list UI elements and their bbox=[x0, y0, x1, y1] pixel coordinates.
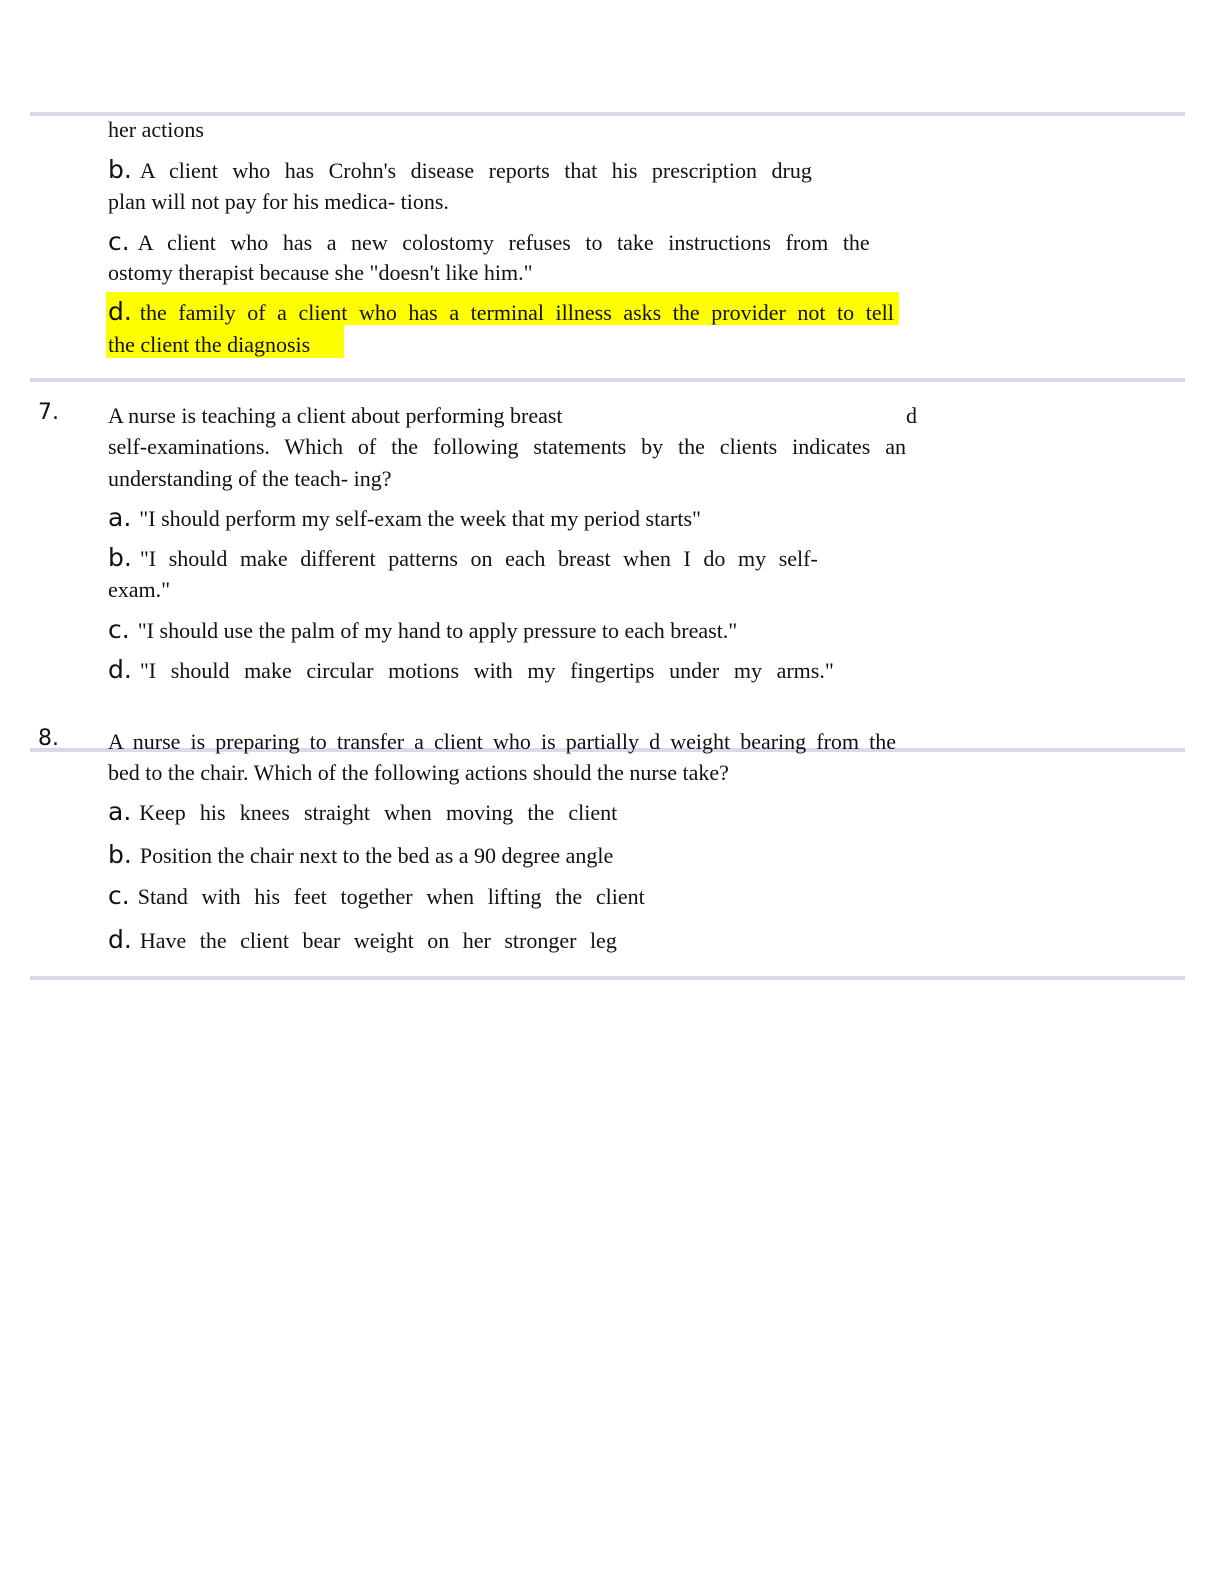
q7-option-d bbox=[108, 656, 834, 685]
option-letter: a. bbox=[108, 797, 132, 826]
option-text: "I should use the palm of my hand to apply pressure to each breast." bbox=[137, 618, 738, 643]
q7-option-c bbox=[108, 616, 737, 645]
option-text: the family of a client who has a terminal illness asks the provider not to tell bbox=[139, 300, 894, 325]
q7-option-a bbox=[108, 504, 701, 533]
option-letter: b. bbox=[108, 840, 132, 869]
option-text: ostomy therapist because she "doesn't like him." bbox=[108, 260, 533, 285]
option-letter: c. bbox=[108, 615, 130, 644]
option-letter: a. bbox=[108, 503, 132, 532]
option-text: A client who has Crohn's disease reports that his prescription drug bbox=[139, 158, 812, 183]
q8-option-b bbox=[108, 841, 613, 870]
option-text: Keep his knees straight when moving the client bbox=[139, 800, 618, 825]
question-stem: A nurse is teaching a client about performing breast bbox=[108, 403, 563, 428]
stray-character: d bbox=[906, 403, 917, 428]
option-letter: b. bbox=[108, 543, 132, 572]
option-text: plan will not pay for his medica- tions. bbox=[108, 189, 449, 214]
question-stem: A nurse is preparing to transfer a client who is partially d weight bearing from the bbox=[108, 729, 896, 754]
option-text: Stand with his feet together when lifting the client bbox=[137, 884, 645, 909]
option-letter: c. bbox=[108, 881, 130, 910]
option-letter: d. bbox=[108, 297, 132, 326]
option-letter: d. bbox=[108, 925, 132, 954]
question-stem: understanding of the teach- ing? bbox=[108, 466, 392, 491]
q8-option-d bbox=[108, 926, 617, 955]
q8-option-a bbox=[108, 798, 617, 827]
question-number: 8. bbox=[38, 726, 59, 751]
option-letter: b. bbox=[108, 155, 132, 184]
option-letter: d. bbox=[108, 655, 132, 684]
option-text: A client who has a new colostomy refuses to take instructions from the bbox=[137, 230, 870, 255]
option-text: the client the diagnosis bbox=[108, 332, 311, 357]
option-letter: c. bbox=[108, 227, 130, 256]
separator-rule bbox=[30, 378, 1185, 382]
question-number: 7. bbox=[38, 400, 59, 425]
q8-option-c bbox=[108, 882, 645, 911]
question-stem: bed to the chair. Which of the following actions should the nurse take? bbox=[108, 760, 729, 785]
option-text: Position the chair next to the bed as a 90 degree angle bbox=[139, 843, 614, 868]
option-text: "I should perform my self-exam the week that my period starts" bbox=[139, 506, 701, 531]
option-text: "I should make circular motions with my fingertips under my arms." bbox=[139, 658, 834, 683]
q6-stem-continuation: her actions bbox=[108, 117, 204, 142]
option-text: Have the client bear weight on her stronger leg bbox=[139, 928, 617, 953]
option-text: "I should make different patterns on each breast when I do my self- bbox=[139, 546, 818, 571]
question-stem: self-examinations. Which of the following statements by the clients indicates an bbox=[108, 434, 906, 459]
separator-rule bbox=[30, 976, 1185, 980]
option-text: exam." bbox=[108, 577, 171, 602]
